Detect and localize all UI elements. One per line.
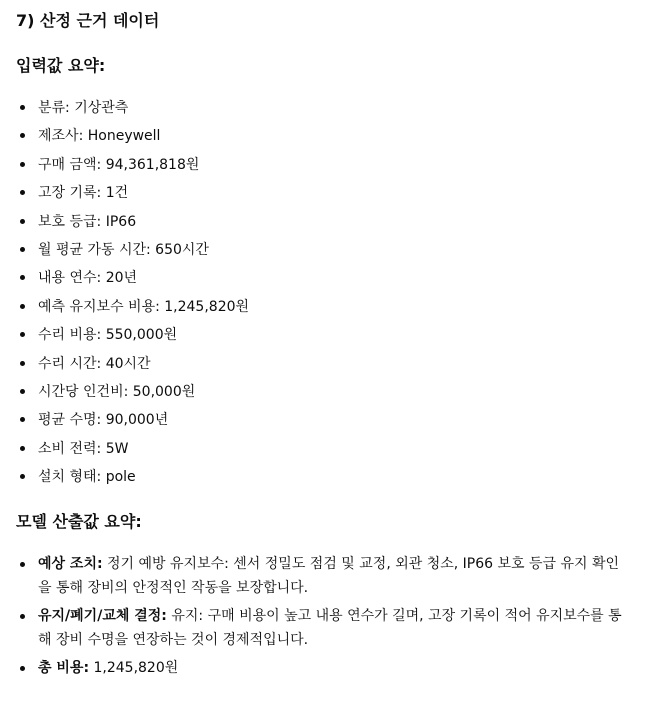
list-item — [16, 656, 631, 680]
list-item: 보호 등급: IP66 — [16, 211, 249, 239]
bullet-icon — [20, 190, 25, 195]
bullet-icon — [20, 219, 25, 224]
bullet-icon — [20, 666, 25, 671]
model-summary-heading: 모델 산출값 요약: — [16, 512, 142, 531]
bullet-icon — [20, 133, 25, 138]
model-summary-list — [16, 552, 631, 684]
list-item — [16, 552, 631, 600]
bullet-icon — [20, 162, 25, 167]
list-item: 예측 유지보수 비용: 1,245,820원 — [16, 296, 249, 324]
list-item: 월 평균 가동 시간: 650시간 — [16, 239, 249, 267]
bullet-icon — [20, 247, 25, 252]
list-item: 고장 기록: 1건 — [16, 182, 249, 210]
list-item: 설치 형태: pole — [16, 466, 249, 494]
item-label: 총 비용: — [38, 660, 90, 676]
item-text: 정기 예방 유지보수: 센서 정밀도 점검 및 교정, 외관 청소, IP66 보호 등급 유지 확인을 통해 장비의 안정적인 작동을 보장합니다. — [38, 556, 620, 596]
bullet-icon — [20, 275, 25, 280]
bullet-icon — [20, 332, 25, 337]
bullet-icon — [20, 474, 25, 479]
list-item: 내용 연수: 20년 — [16, 267, 249, 295]
list-item: 구매 금액: 94,361,818원 — [16, 154, 249, 182]
item-label: 유지/폐기/교체 결정: — [38, 608, 167, 624]
bullet-icon — [20, 361, 25, 366]
list-item: 제조사: Honeywell — [16, 125, 249, 153]
bullet-icon — [20, 105, 25, 110]
section-title: 7) 산정 근거 데이터 — [16, 11, 160, 30]
bullet-icon — [20, 614, 25, 619]
list-item: 소비 전력: 5W — [16, 438, 249, 466]
bullet-icon — [20, 304, 25, 309]
list-item: 평균 수명: 90,000년 — [16, 409, 249, 437]
list-item: 시간당 인건비: 50,000원 — [16, 381, 249, 409]
bullet-icon — [20, 389, 25, 394]
bullet-icon — [20, 417, 25, 422]
input-summary-heading: 입력값 요약: — [16, 56, 106, 75]
list-item: 분류: 기상관측 — [16, 97, 249, 125]
list-item: 수리 비용: 550,000원 — [16, 324, 249, 352]
bullet-icon — [20, 562, 25, 567]
item-label: 예상 조치: — [38, 556, 103, 572]
input-summary-list — [16, 97, 249, 494]
item-text: 유지: 구매 비용이 높고 내용 연수가 길며, 고장 기록이 적어 유지보수를 통해 장비 수명을 연장하는 것이 경제적입니다. — [38, 608, 622, 648]
item-text: 1,245,820원 — [89, 660, 179, 676]
bullet-icon — [20, 446, 25, 451]
list-item — [16, 604, 631, 652]
list-item: 수리 시간: 40시간 — [16, 353, 249, 381]
